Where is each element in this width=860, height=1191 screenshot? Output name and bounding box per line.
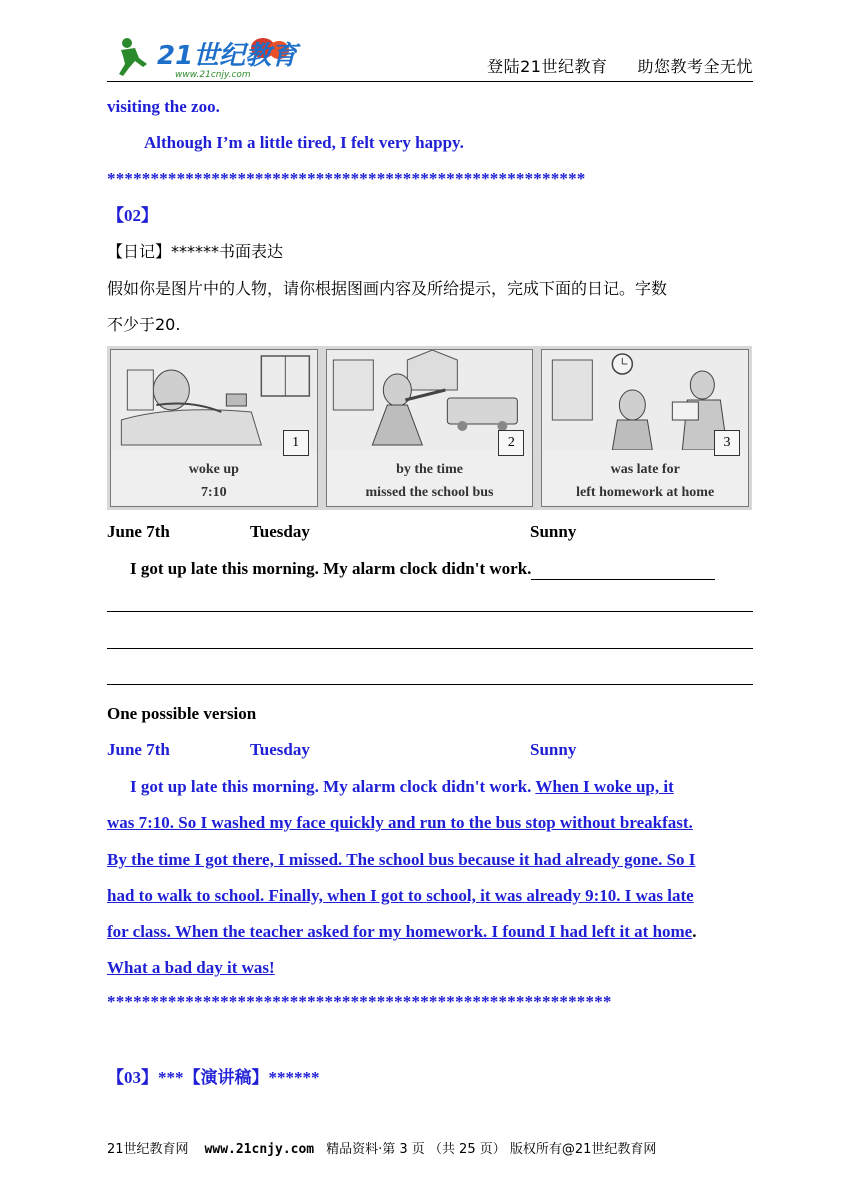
diary-opening: [130, 558, 715, 580]
panel-1-caption-line-2: 7:10: [201, 485, 227, 500]
site-logo: [113, 34, 313, 80]
answer-line-6: What a bad day it was!: [107, 958, 275, 978]
comic-strip: [107, 346, 752, 510]
footer-site: 21世纪教育网: [107, 1142, 189, 1157]
answer-weather: Sunny: [530, 740, 577, 759]
diary-weekday: Tuesday: [250, 522, 310, 541]
answer-label: One possible version: [107, 704, 257, 723]
answer-line-2: was 7:10. So I washed my face quickly and run to the bus stop without breakfast.: [107, 813, 693, 833]
page-footer: [107, 1138, 656, 1157]
diary-blank-3[interactable]: [107, 631, 753, 649]
header-slogan: [487, 54, 753, 77]
section-02-type: 【日记】******书面表达: [107, 242, 284, 261]
panel-1-caption: [111, 458, 317, 504]
instruction-line-2: 不少于20.: [107, 315, 181, 334]
diary-weather: Sunny: [530, 522, 577, 541]
comic-panel-1: [110, 349, 318, 507]
instruction-line-1: 假如你是图片中的人物，请你根据图画内容及所给提示，完成下面的日记。字数: [107, 279, 668, 298]
header-slogan-2: 助您教考全无忧: [637, 57, 753, 76]
answer-line-5: [107, 914, 757, 950]
diary-blank-4[interactable]: [107, 667, 753, 685]
answer-paragraph: [107, 769, 757, 987]
answer-line-3: By the time I got there, I missed. The school bus because it had already gone. So I: [107, 849, 696, 869]
comic-panel-2: [326, 349, 534, 507]
answer-weekday: Tuesday: [250, 740, 310, 759]
page-header: [107, 30, 753, 82]
diary-opening-text: I got up late this morning. My alarm clock didn't work.: [130, 559, 532, 578]
diary-blank-1[interactable]: [531, 562, 715, 580]
logo-text: 21世纪教育: [157, 41, 298, 71]
footer-url[interactable]: www.21cnjy.com: [204, 1142, 315, 1157]
panel-3-caption-line-2: left homework at home: [576, 485, 715, 500]
answer-line-4: had to walk to school. Finally, when I got to school, it was already 9:10. I was late: [107, 885, 694, 905]
comic-panel-3: [541, 349, 749, 507]
diary-blank-2[interactable]: [107, 594, 753, 612]
logo-graphic: [113, 34, 313, 80]
logo-url: www.21cnjy.com: [175, 70, 251, 80]
panel-1-caption-line-1: woke up: [188, 462, 239, 477]
prev-answer-line-2: Although I’m a little tired, I felt very happy.: [144, 133, 464, 152]
answer-line-5-period: .: [692, 922, 697, 942]
separator-stars-2: **********************************************************: [107, 992, 612, 1011]
panel-3-caption: [542, 458, 748, 504]
panel-1-number: 1: [283, 430, 309, 456]
panel-2-caption-line-2: missed the school bus: [365, 485, 494, 500]
answer-line-1: [107, 769, 757, 805]
panel-2-caption-line-1: by the time: [396, 462, 463, 477]
answer-underlined-1: When I woke up, it: [535, 777, 674, 796]
answer-intro: I got up late this morning. My alarm clock didn't work.: [130, 777, 536, 796]
panel-3-number: 3: [714, 430, 740, 456]
panel-2-number: 2: [498, 430, 524, 456]
prev-answer-line-1: visiting the zoo.: [107, 97, 220, 116]
separator-stars-1: *******************************************************: [107, 169, 586, 188]
diary-date: June 7th: [107, 522, 170, 541]
header-slogan-1: 登陆21世纪教育: [487, 57, 608, 76]
answer-line-5-text: for class. When the teacher asked for my homework. I found I had left it at home: [107, 922, 693, 942]
section-03-label: 【03】***【演讲稿】******: [107, 1068, 320, 1087]
answer-date: June 7th: [107, 740, 170, 759]
panel-2-caption: [327, 458, 533, 504]
panel-3-caption-line-1: was late for: [610, 462, 680, 477]
section-02-number: 【02】: [107, 206, 158, 225]
footer-info: 精品资料·第 3 页 （共 25 页） 版权所有@21世纪教育网: [326, 1142, 657, 1157]
